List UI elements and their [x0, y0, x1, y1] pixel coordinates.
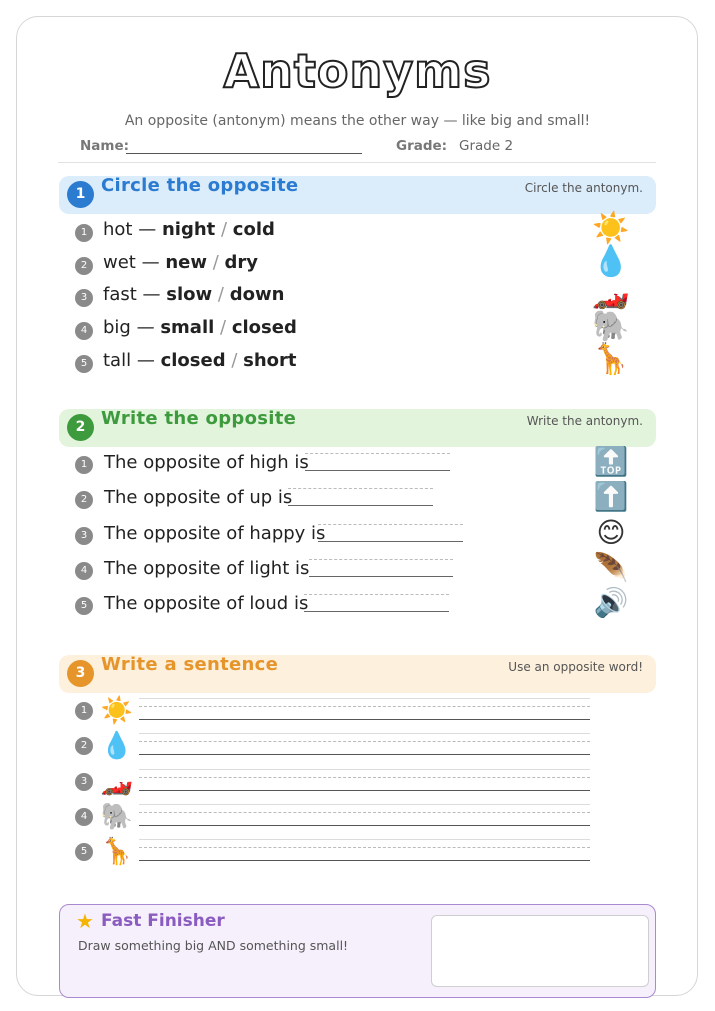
header-divider	[58, 162, 656, 163]
page-title: Antonyms	[223, 44, 492, 98]
section2-number: 2	[67, 414, 94, 441]
slash: /	[231, 350, 238, 371]
answer-line[interactable]	[288, 488, 433, 506]
item-number: 3	[75, 773, 93, 791]
circle-row	[103, 219, 275, 240]
sentence-line[interactable]	[139, 812, 590, 826]
item-number: 5	[75, 355, 93, 373]
dash: —	[136, 350, 155, 371]
sentence-guide	[139, 804, 590, 805]
base-word: wet	[103, 252, 136, 273]
dash: —	[136, 317, 155, 338]
grade-value: Grade 2	[459, 138, 514, 154]
answer-line[interactable]	[305, 453, 450, 471]
feather-icon: 🪶	[593, 551, 629, 584]
smiley-icon: 😊	[596, 516, 626, 549]
water-drop-icon: 💧	[592, 244, 630, 279]
sentence-line[interactable]	[139, 777, 590, 791]
section3-number: 3	[67, 660, 94, 687]
section3-hint: Use an opposite word!	[508, 660, 643, 674]
item-number: 3	[75, 527, 93, 545]
item-number: 2	[75, 491, 93, 509]
answer-line[interactable]	[304, 594, 449, 612]
up-arrow-icon: ⬆️	[593, 480, 629, 513]
dash: —	[141, 252, 160, 273]
page-subtitle: An opposite (antonym) means the other way — like big and small!	[124, 113, 591, 129]
giraffe-icon: 🦒	[592, 342, 630, 377]
answer-line[interactable]	[309, 559, 453, 577]
prompt-text: The opposite of loud is	[104, 593, 309, 614]
base-word: fast	[103, 284, 137, 305]
option-2[interactable]: dry	[224, 252, 259, 273]
option-1[interactable]: new	[165, 252, 207, 273]
name-label: Name:	[80, 138, 130, 154]
section1-hint: Circle the antonym.	[524, 181, 643, 195]
item-number: 4	[75, 562, 93, 580]
circle-row	[103, 252, 258, 273]
option-2[interactable]: down	[229, 284, 285, 305]
name-field[interactable]	[126, 153, 362, 154]
item-number: 4	[75, 322, 93, 340]
option-1[interactable]: small	[160, 317, 215, 338]
dash: —	[142, 284, 161, 305]
item-number: 2	[75, 737, 93, 755]
slash: /	[220, 317, 227, 338]
circle-row	[103, 317, 297, 338]
race-car-icon: 🏎️	[592, 276, 630, 311]
option-1[interactable]: slow	[166, 284, 213, 305]
sentence-line[interactable]	[139, 847, 590, 861]
base-word: big	[103, 317, 131, 338]
elephant-icon: 🐘	[100, 802, 134, 832]
fast-finisher-title: Fast Finisher	[101, 911, 225, 931]
sentence-guide	[139, 698, 590, 699]
item-number: 1	[75, 224, 93, 242]
water-drop-icon: 💧	[100, 731, 134, 761]
option-1[interactable]: night	[161, 219, 216, 240]
dash: —	[138, 219, 157, 240]
sentence-line[interactable]	[139, 741, 590, 755]
sentence-line[interactable]	[139, 706, 590, 720]
sentence-guide	[139, 769, 590, 770]
section1-title: Circle the opposite	[101, 175, 299, 196]
section1-number: 1	[67, 181, 94, 208]
option-2[interactable]: closed	[231, 317, 297, 338]
item-number: 4	[75, 808, 93, 826]
sun-icon: ☀️	[100, 696, 134, 726]
item-number: 1	[75, 456, 93, 474]
section3-title: Write a sentence	[101, 654, 279, 675]
sun-icon: ☀️	[592, 211, 630, 246]
item-number: 5	[75, 597, 93, 615]
star-icon: ★	[76, 909, 94, 933]
slash: /	[217, 284, 224, 305]
drawing-area[interactable]	[431, 915, 649, 987]
top-arrow-icon: 🔝	[593, 445, 629, 478]
section2-hint: Write the antonym.	[526, 414, 643, 428]
answer-line[interactable]	[318, 524, 463, 542]
prompt-text: The opposite of high is	[104, 452, 309, 473]
prompt-text: The opposite of happy is	[104, 523, 326, 544]
base-word: hot	[103, 219, 133, 240]
elephant-icon: 🐘	[592, 309, 630, 344]
option-2[interactable]: short	[243, 350, 297, 371]
prompt-text: The opposite of light is	[104, 558, 310, 579]
giraffe-icon: 🦒	[100, 837, 134, 867]
sentence-guide	[139, 839, 590, 840]
item-number: 5	[75, 843, 93, 861]
item-number: 3	[75, 289, 93, 307]
race-car-icon: 🏎️	[100, 767, 134, 797]
speaker-icon: 🔊	[593, 586, 629, 619]
prompt-text: The opposite of up is	[104, 487, 293, 508]
fast-finisher-text: Draw something big AND something small!	[78, 938, 349, 953]
option-2[interactable]: cold	[232, 219, 275, 240]
item-number: 1	[75, 702, 93, 720]
slash: /	[212, 252, 219, 273]
circle-row	[103, 350, 297, 371]
sentence-guide	[139, 733, 590, 734]
option-1[interactable]: closed	[160, 350, 226, 371]
section2-title: Write the opposite	[101, 408, 297, 429]
fast-finisher-box	[59, 904, 656, 998]
item-number: 2	[75, 257, 93, 275]
base-word: tall	[103, 350, 132, 371]
circle-row	[103, 284, 284, 305]
grade-label: Grade:	[396, 138, 448, 154]
slash: /	[220, 219, 228, 240]
